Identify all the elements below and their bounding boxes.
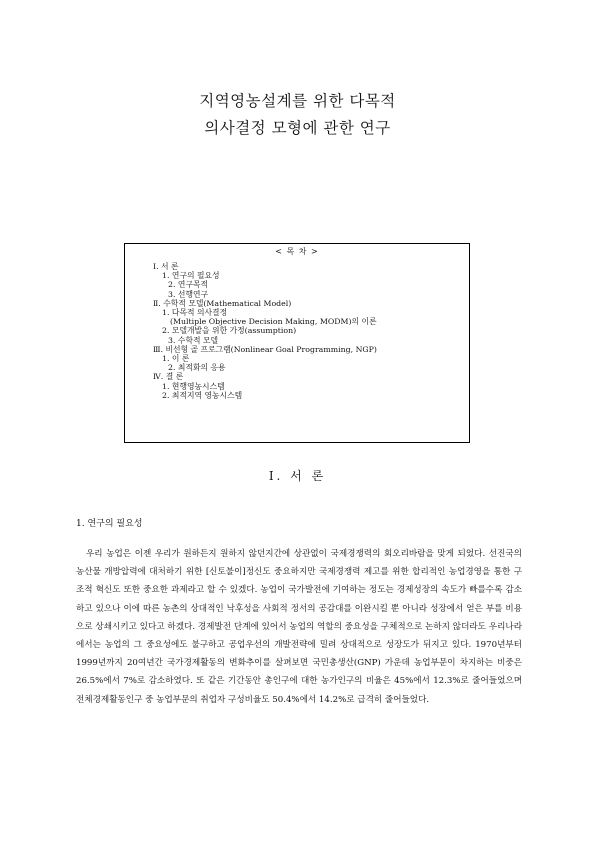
section-heading: Ⅰ. 서 론 — [268, 469, 327, 483]
toc-item: 1. 연구의 필요성 — [162, 271, 220, 281]
toc-item: 1. 현행영농시스템 — [162, 381, 225, 391]
toc-heading: < 목 차 > — [275, 247, 319, 256]
toc-item: Ⅲ. 비선형 골 프로그램(Nonlinear Goal Programming, NGP) — [153, 344, 377, 354]
toc-item: 1. 이 론 — [162, 354, 190, 364]
toc-item: 2. 최적지역 영농시스템 — [162, 390, 243, 400]
body-paragraph: 우리 농업은 이젠 우리가 원하든지 원하지 않던지간에 상관없이 국제경쟁력의 회오리바람을 맞게 되었다. 선진국의 농산물 개방압력에 대처하기 위한 [신토불이]정신도 중요하지만 국제경쟁력 제고를 위한 합리적인 농업경영을 통한 구조적 혁신도 또한 중요한 과제라고 할 수 있겠다. 농업이 국가발전에 기여하는 정도는 경제성장의 속도가 빠를수록 감소하고 있으나 이에 따른 농촌의 상대적인 낙후성을 사회적 정서의 공감대를 이완시킬 뿐 아니라 성장에서 얻은 부를 비용으로 상쇄시키고 있다고 하겠다. 경제발전 단계에 있어서 농업의 역할의 중요성을 구체적으로 논하지 않더라도 우리나라에서는 농업의 그 중요성에도 불구하고 공업우선의 개발전략에 밀려 상대적으로 성장도가 뒤지고 있다. 1970년부터 1999년까지 20여년간 국가경제활동의 변화추이를 살펴보면 국민총생산(GNP) 가운데 농업부문이 차지하는 비중은 26.5%에서 7%로 감소하였다. 또 같은 기간동안 총인구에 대한 농가인구의 비율은 45%에서 12.3%로 줄어들었으며 전체경제활동인구 중 농업부문의 취업자 구성비율도 50.4%에서 14.2%로 급격히 줄어들었다. — [76, 549, 522, 705]
toc-item: 3. 수학적 모델 — [168, 335, 219, 345]
paper-title-line-1: 지역영농설계를 위한 다목적 — [199, 92, 396, 110]
toc-item: 2. 최적화의 응용 — [168, 363, 226, 373]
toc-item: 2. 모델개발을 위한 가정(assumption) — [162, 326, 297, 336]
toc-list — [153, 262, 377, 400]
subsection-heading: 1. 연구의 필요성 — [76, 519, 143, 529]
toc-item: 3. 선행연구 — [168, 289, 209, 299]
toc-item: Ⅰ. 서 론 — [153, 262, 179, 271]
toc-item: (Multiple Objective Decision Making, MODM)의 이론 — [170, 317, 377, 327]
toc-item: 2. 연구목적 — [168, 280, 209, 290]
paper-title-line-2: 의사결정 모형에 관한 연구 — [204, 119, 391, 137]
toc-item: 1. 다목적 의사결정 — [162, 308, 228, 318]
toc-item: Ⅱ. 수학적 모델(Mathematical Model) — [153, 298, 292, 308]
toc-item: Ⅳ. 결 론 — [153, 372, 184, 382]
table-of-contents-box — [124, 243, 470, 443]
